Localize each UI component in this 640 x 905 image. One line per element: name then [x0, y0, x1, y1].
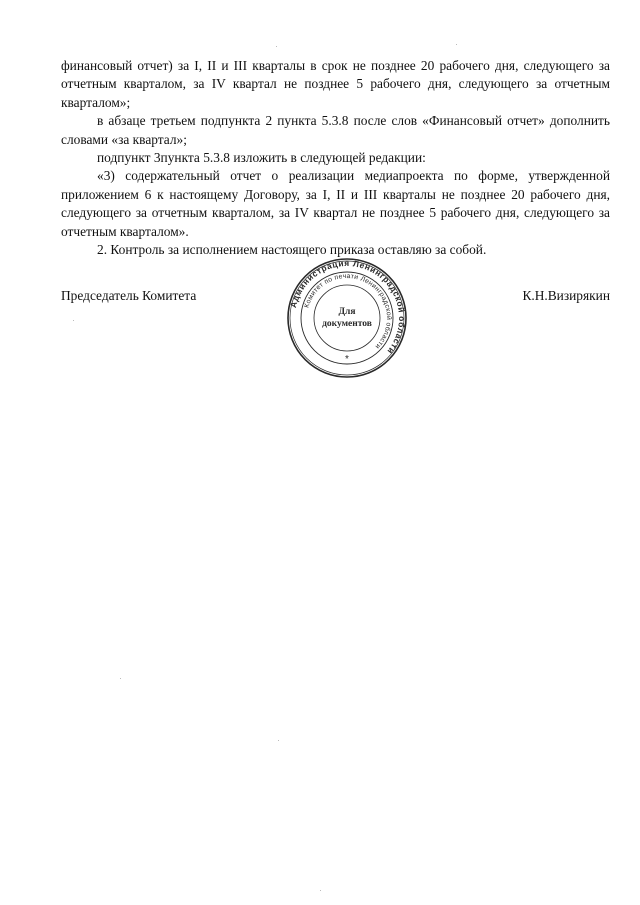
scan-speck [276, 46, 277, 47]
document-body [61, 57, 610, 259]
paragraph-amendment-2: подпункт 3пункта 5.3.8 изложить в следующей редакции: [97, 150, 426, 166]
seal-ring-text: Комитет по печати Ленинградской области [303, 272, 393, 351]
signatory-name: К.Н.Визирякин [522, 288, 610, 303]
paragraph-amendment-1: в абзаце третьем подпункта 2 пункта 5.3.8 после слов «Финансовый отчет» дополнить словами «за квартал»; [61, 113, 610, 147]
scan-speck [73, 320, 74, 321]
scan-speck [278, 740, 279, 741]
seal-icon [285, 256, 409, 380]
seal-center-line-2: документов [322, 319, 372, 329]
scan-speck [456, 44, 457, 45]
official-seal [285, 256, 409, 380]
seal-center-line-1: Для [338, 307, 356, 317]
scan-speck [120, 678, 121, 679]
paragraph-continuation: финансовый отчет) за I, II и III кварталы в срок не позднее 20 рабочего дня, следующего за отчетным кварталом, за IV квартал не позднее 5 рабочего дня, следующего за отчетным кварталом»; [61, 58, 610, 110]
seal-outer-text: Администрация Ленинградской области [288, 257, 408, 357]
paragraph-control: 2. Контроль за исполнением настоящего приказа оставляю за собой. [97, 242, 487, 258]
signatory-position: Председатель Комитета [61, 288, 197, 303]
scan-speck [320, 890, 321, 891]
seal-star: * [345, 354, 349, 365]
paragraph-amendment-text: «3) содержательный отчет о реализации медиапроекта по форме, утвержденной приложением 6 к настоящему Договору, за I, II и III кварталы не позднее 20 рабочего дня, следующего за отчетным кварталом, за IV квартал не позднее 5 рабочего дня, следующего за отчетным кварталом». [61, 168, 610, 239]
